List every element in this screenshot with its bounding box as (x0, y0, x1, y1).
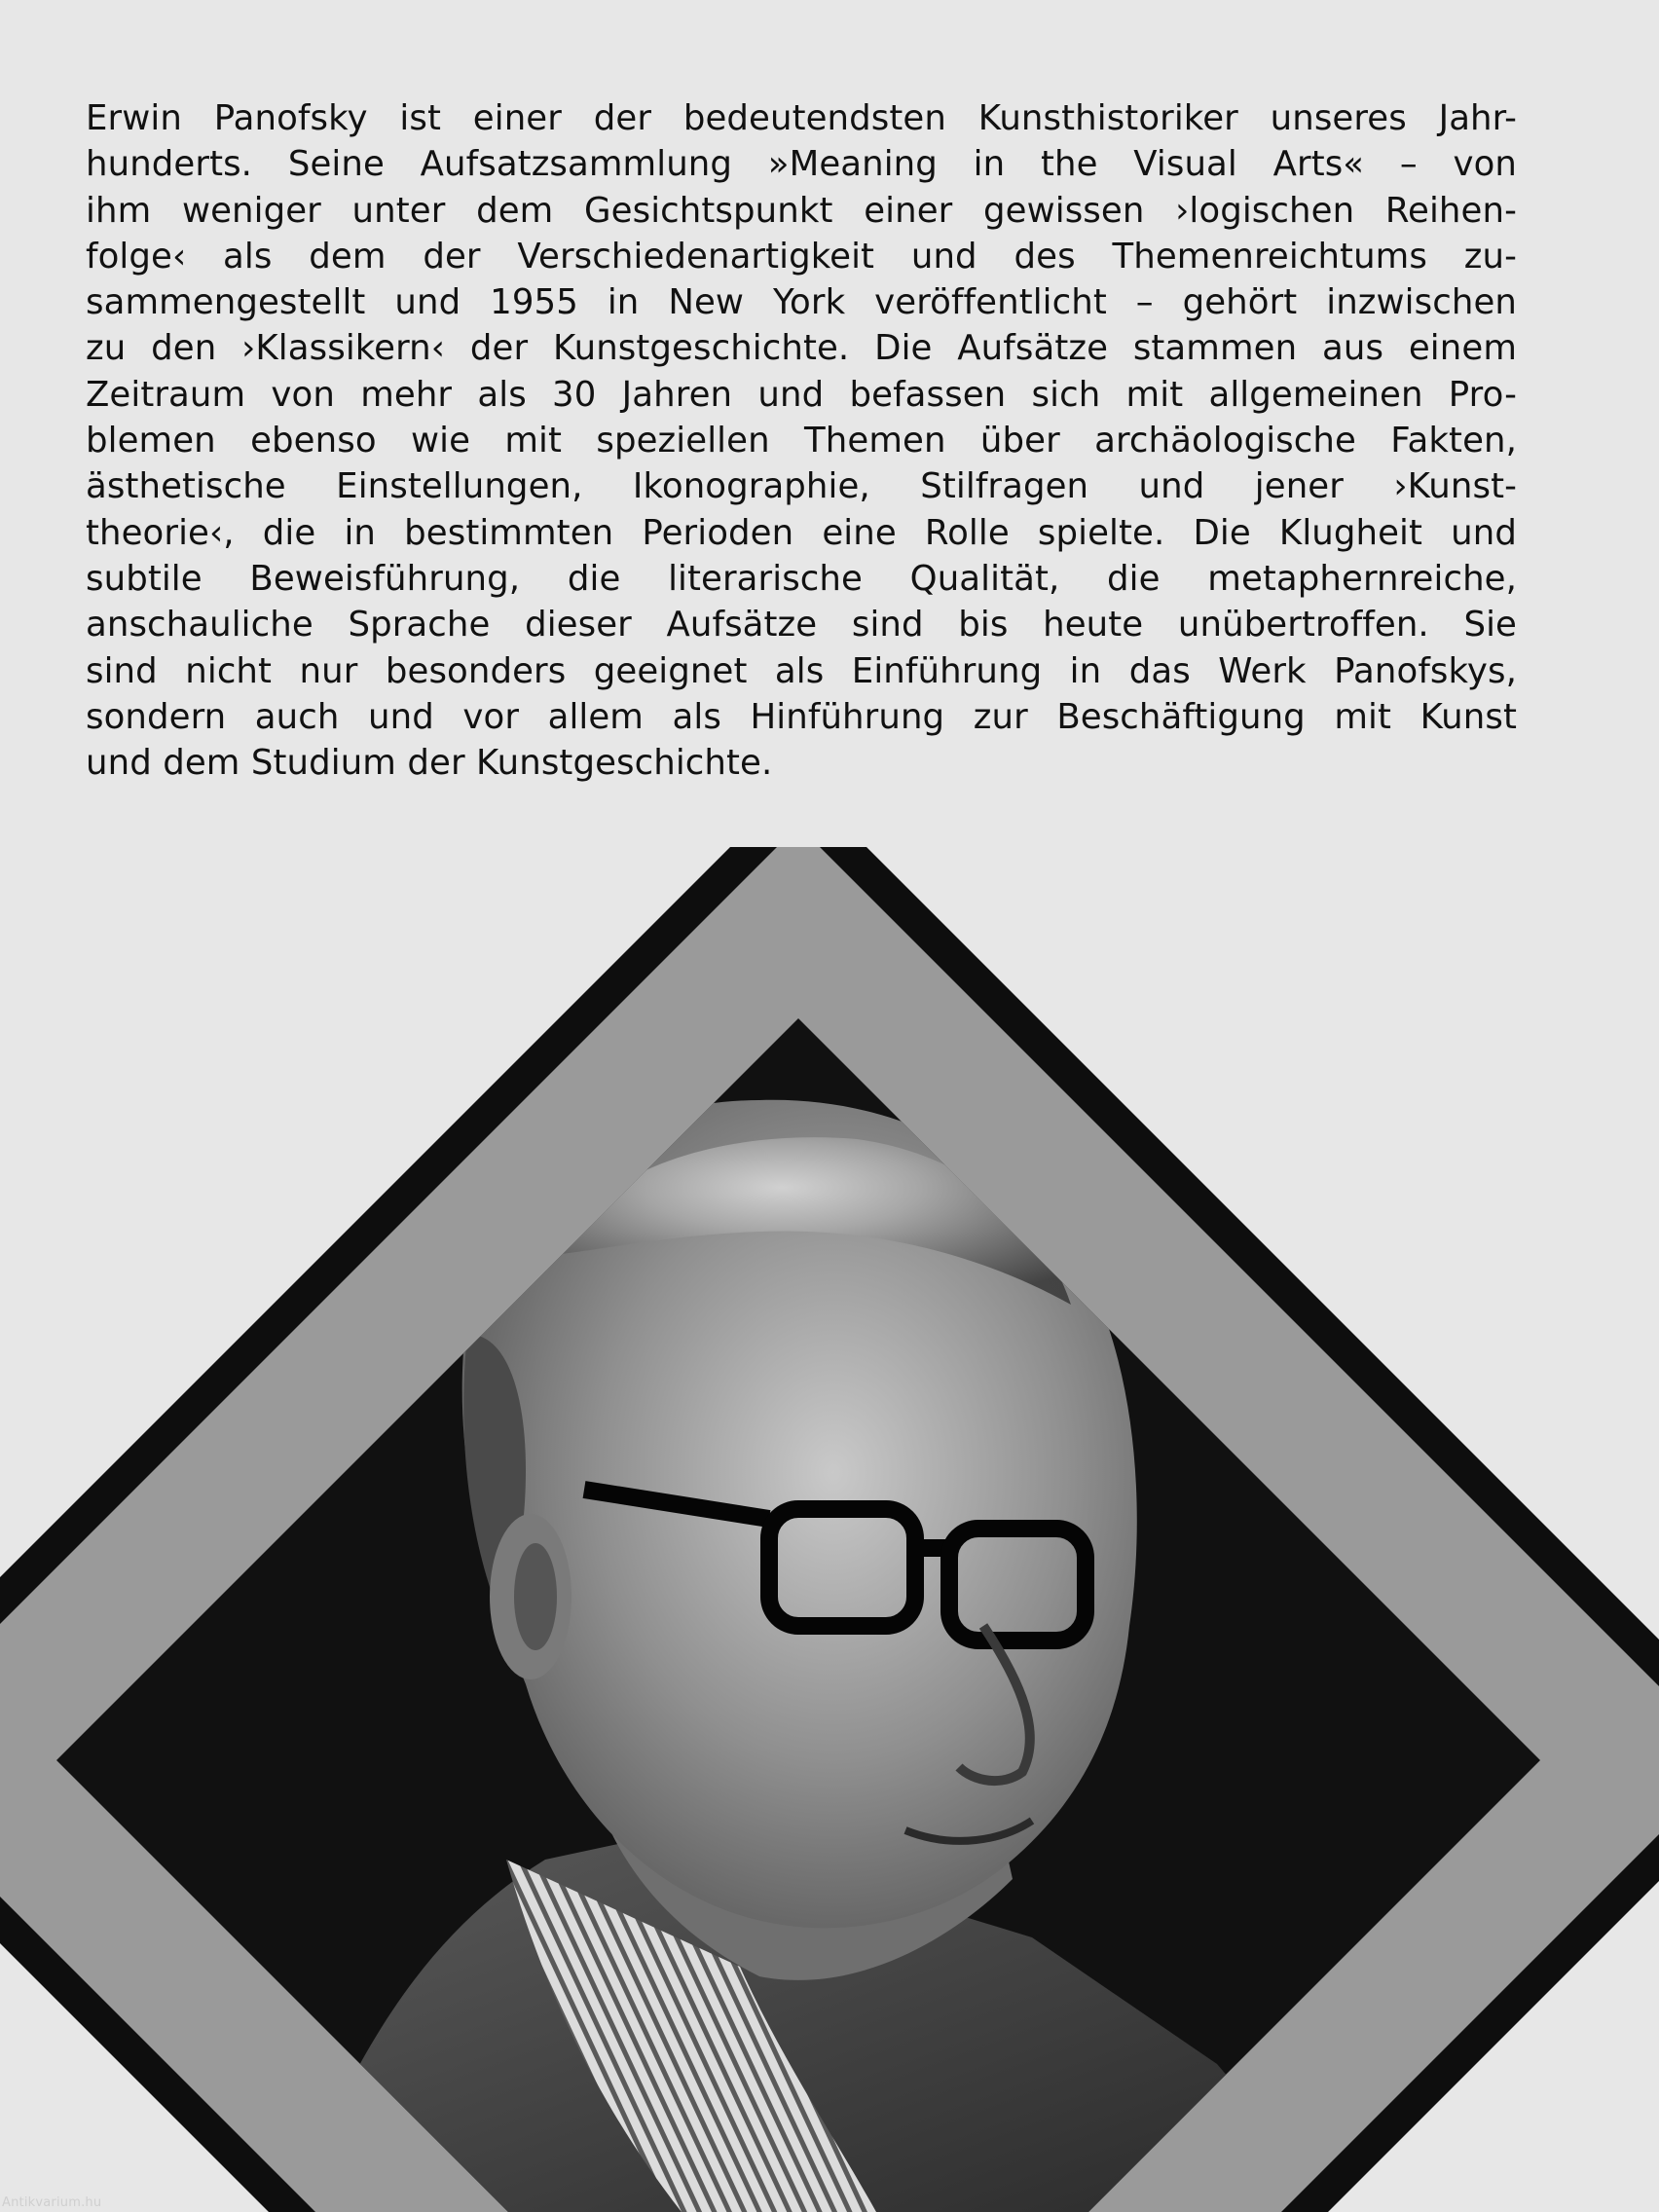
blurb-line: Zeitraum von mehr als 30 Jahren und befassen sich mit allgemeinen Pro- (86, 374, 1517, 415)
blurb-line: subtile Beweisführung, die literarische Qualität, die metaphernreiche, (86, 558, 1517, 599)
portrait-diamond-frame (0, 847, 1659, 2212)
blurb-line: blemen ebenso wie mit speziellen Themen über archäologische Fakten, (86, 421, 1517, 461)
blurb-line: sind nicht nur besonders geeignet als Einführung in das Werk Panofskys, (86, 650, 1517, 691)
blurb-line: zu den ›Klassikern‹ der Kunstgeschichte. Die Aufsätze stammen aus einem (86, 328, 1517, 369)
blurb-line: ästhetische Einstellungen, Ikonographie, Stilfragen und jener ›Kunst- (86, 466, 1517, 507)
blurb-line: hunderts. Seine Aufsatzsammlung »Meaning in the Visual Arts« – von (86, 144, 1517, 185)
blurb-line: sondern auch und vor allem als Hinführung zur Beschäftigung mit Kunst (86, 696, 1517, 737)
blurb-line: theorie‹, die in bestimmten Perioden eine Rolle spielte. Die Klugheit und (86, 512, 1517, 553)
blurb-line: ihm weniger unter dem Gesichtspunkt einer gewissen ›logischen Reihen- (86, 190, 1517, 231)
blurb-line: Erwin Panofsky ist einer der bedeutendsten Kunsthistoriker unseres Jahr- (86, 98, 1517, 138)
blurb-line: sammengestellt und 1955 in New York veröffentlicht – gehört inzwischen (86, 282, 1517, 323)
blurb-line: anschauliche Sprache dieser Aufsätze sind bis heute unübertroffen. Sie (86, 605, 1517, 645)
blurb-text (86, 95, 1517, 786)
watermark: Antikvarium.hu (2, 2195, 102, 2210)
blurb-line: und dem Studium der Kunstgeschichte. (86, 743, 773, 784)
blurb-line: folge‹ als dem der Verschiedenartigkeit und des Themenreichtums zu- (86, 236, 1517, 276)
